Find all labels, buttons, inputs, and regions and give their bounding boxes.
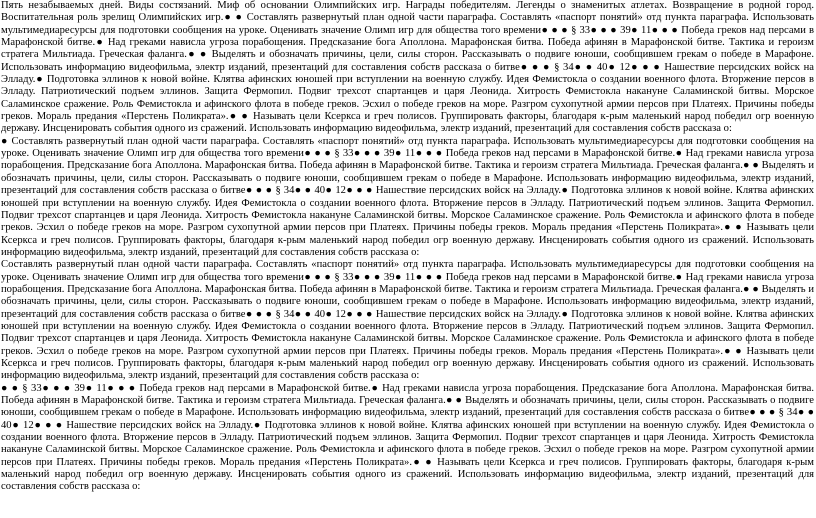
text-block-2: ● Составлять развернутый план одной части параграфа. Составлять «паспорт понятий» отд пункта параграфа. Использовать мультимедиаресурсы для подготовки сообщения на уроке. Оценивать значение Олимп игр для общества того времени● ● ● § 33● ● ● 39● 11● ● ● Победа греков над персами в Марафонской битве.● Над греками нависла угроза порабощения. Предсказание бога Аполлона. Марафонская битва. Победа афинян в Марафонской битве. Тактика и героизм стратега Мильтиада. Греческая фаланга.● ● Выделять и обозначать причины, цели, силы сторон. Рассказывать о подвиге юноши, сообщившем грекам о победе в Марафоне. Использовать информацию видеофильма, электр изданий, презентаций для составления собств рассказа о битве● ● ● § 34● ● 40● 12● ● ● Нашествие персидских войск на Элладу.● Подготовка эллинов к новой войне. Клятва афинских юношей при вступлении на военную службу. Идея Фемистокла о создании военного флота. Вторжение персов в Элладу. Патриотический подъем эллинов. Защита Фермопил. Подвиг трехсот спартанцев и царя Леонида. Хитрость Фемистокла накануне Саламинской битвы. Морское Саламинское сражение. Роль Фемистокла и афинского флота в победе греков. Эсхил о победе греков на море. Разгром сухопутной армии персов при Платеях. Причины победы греков. Мораль предания «Перстень Поликрата».● ● Называть цели Ксеркса и греч полисов. Группировать факторы, благодаря к-рым маленький народ победил огр военную державу. Инсценировать события одного из сражений. Использовать информацию видеофильма, электр изданий, презентаций для составления собств рассказа о: [1, 135, 814, 258]
text-block-3: Составлять развернутый план одной части параграфа. Составлять «паспорт понятий» отд пункта параграфа. Использовать мультимедиаресурсы для подготовки сообщения на уроке. Оценивать значение Олимп игр для общества того времени● ● ● § 33● ● ● 39● 11● ● ● Победа греков над персами в Марафонской битве.● Над греками нависла угроза порабощения. Предсказание бога Аполлона. Марафонская битва. Победа афинян в Марафонской битве. Тактика и героизм стратега Мильтиада. Греческая фаланга.● ● Выделять и обозначать причины, цели, силы сторон. Рассказывать о подвиге юноши, сообщившем грекам о победе в Марафоне. Использовать информацию видеофильма, электр изданий, презентаций для составления собств рассказа о битве● ● ● § 34● ● 40● 12● ● ● Нашествие персидских войск на Элладу.● Подготовка эллинов к новой войне. Клятва афинских юношей при вступлении на военную службу. Идея Фемистокла о создании военного флота. Вторжение персов в Элладу. Патриотический подъем эллинов. Защита Фермопил. Подвиг трехсот спартанцев и царя Леонида. Хитрость Фемистокла накануне Саламинской битвы. Морское Саламинское сражение. Роль Фемистокла и афинского флота в победе греков. Эсхил о победе греков на море. Разгром сухопутной армии персов при Платеях. Причины победы греков. Мораль предания «Перстень Поликрата».● ● Называть цели Ксеркса и греч полисов. Группировать факторы, благодаря к-рым маленький народ победил огр военную державу. Инсценировать события одного из сражений. Использовать информацию видеофильма, электр изданий, презентаций для составления собств рассказа о: [1, 259, 814, 382]
text-block-1: Пять незабываемых дней. Виды состязаний. Миф об основании Олимпийских игр. Награды победителям. Легенды о знаменитых атлетах. Возвращение в родной город. Воспитательная роль зрелищ Олимпийских игр.● ● Составлять развернутый план одной части параграфа. Составлять «паспорт понятий» отд пункта параграфа. Использовать мультимедиаресурсы для подготовки сообщения на уроке. Оценивать значение Олимп игр для общества того времени● ● ● § 33● ● ● 39● 11● ● ● Победа греков над персами в Марафонской битве.● Над греками нависла угроза порабощения. Предсказание бога Аполлона. Марафонская битва. Победа афинян в Марафонской битве. Тактика и героизм стратега Мильтиада. Греческая фаланга.● ● Выделять и обозначать причины, цели, силы сторон. Рассказывать о подвиге юноши, сообщившем грекам о победе в Марафоне. Использовать информацию видеофильма, электр изданий, презентаций для составления собств рассказа о битве● ● ● § 34● ● 40● 12● ● ● Нашествие персидских войск на Элладу.● Подготовка эллинов к новой войне. Клятва афинских юношей при вступлении на военную службу. Идея Фемистокла о создании военного флота. Вторжение персов в Элладу. Патриотический подъем эллинов. Защита Фермопил. Подвиг трехсот спартанцев и царя Леонида. Хитрость Фемистокла накануне Саламинской битвы. Морское Саламинское сражение. Роль Фемистокла и афинского флота в победе греков. Эсхил о победе греков на море. Разгром сухопутной армии персов при Платеях. Причины победы греков. Мораль предания «Перстень Поликрата».● ● Называть цели Ксеркса и греч полисов. Группировать факторы, благодаря к-рым маленький народ победил огр военную державу. Инсценировать события одного из сражений. Использовать информацию видеофильма, электр изданий, презентаций для составления собств рассказа о: [1, 0, 814, 135]
text-block-4: ● ● § 33● ● ● 39● 11● ● ● Победа греков над персами в Марафонской битве.● Над греками нависла угроза порабощения. Предсказание бога Аполлона. Марафонская битва. Победа афинян в Марафонской битве. Тактика и героизм стратега Мильтиада. Греческая фаланга.● ● Выделять и обозначать причины, цели, силы сторон. Рассказывать о подвиге юноши, сообщившем грекам о победе в Марафоне. Использовать информацию видеофильма, электр изданий, презентаций для составления собств рассказа о битве● ● ● § 34● ● 40● 12● ● ● Нашествие персидских войск на Элладу.● Подготовка эллинов к новой войне. Клятва афинских юношей при вступлении на военную службу. Идея Фемистокла о создании военного флота. Вторжение персов в Элладу. Патриотический подъем эллинов. Защита Фермопил. Подвиг трехсот спартанцев и царя Леонида. Хитрость Фемистокла накануне Саламинской битвы. Морское Саламинское сражение. Роль Фемистокла и афинского флота в победе греков. Эсхил о победе греков на море. Разгром сухопутной армии персов при Платеях. Причины победы греков. Мораль предания «Перстень Поликрата».● ● Называть цели Ксеркса и греч полисов. Группировать факторы, благодаря к-рым маленький народ победил огр военную державу. Инсценировать события одного из сражений. Использовать информацию видеофильма, электр изданий, презентаций для составления собств рассказа о: [1, 382, 814, 493]
